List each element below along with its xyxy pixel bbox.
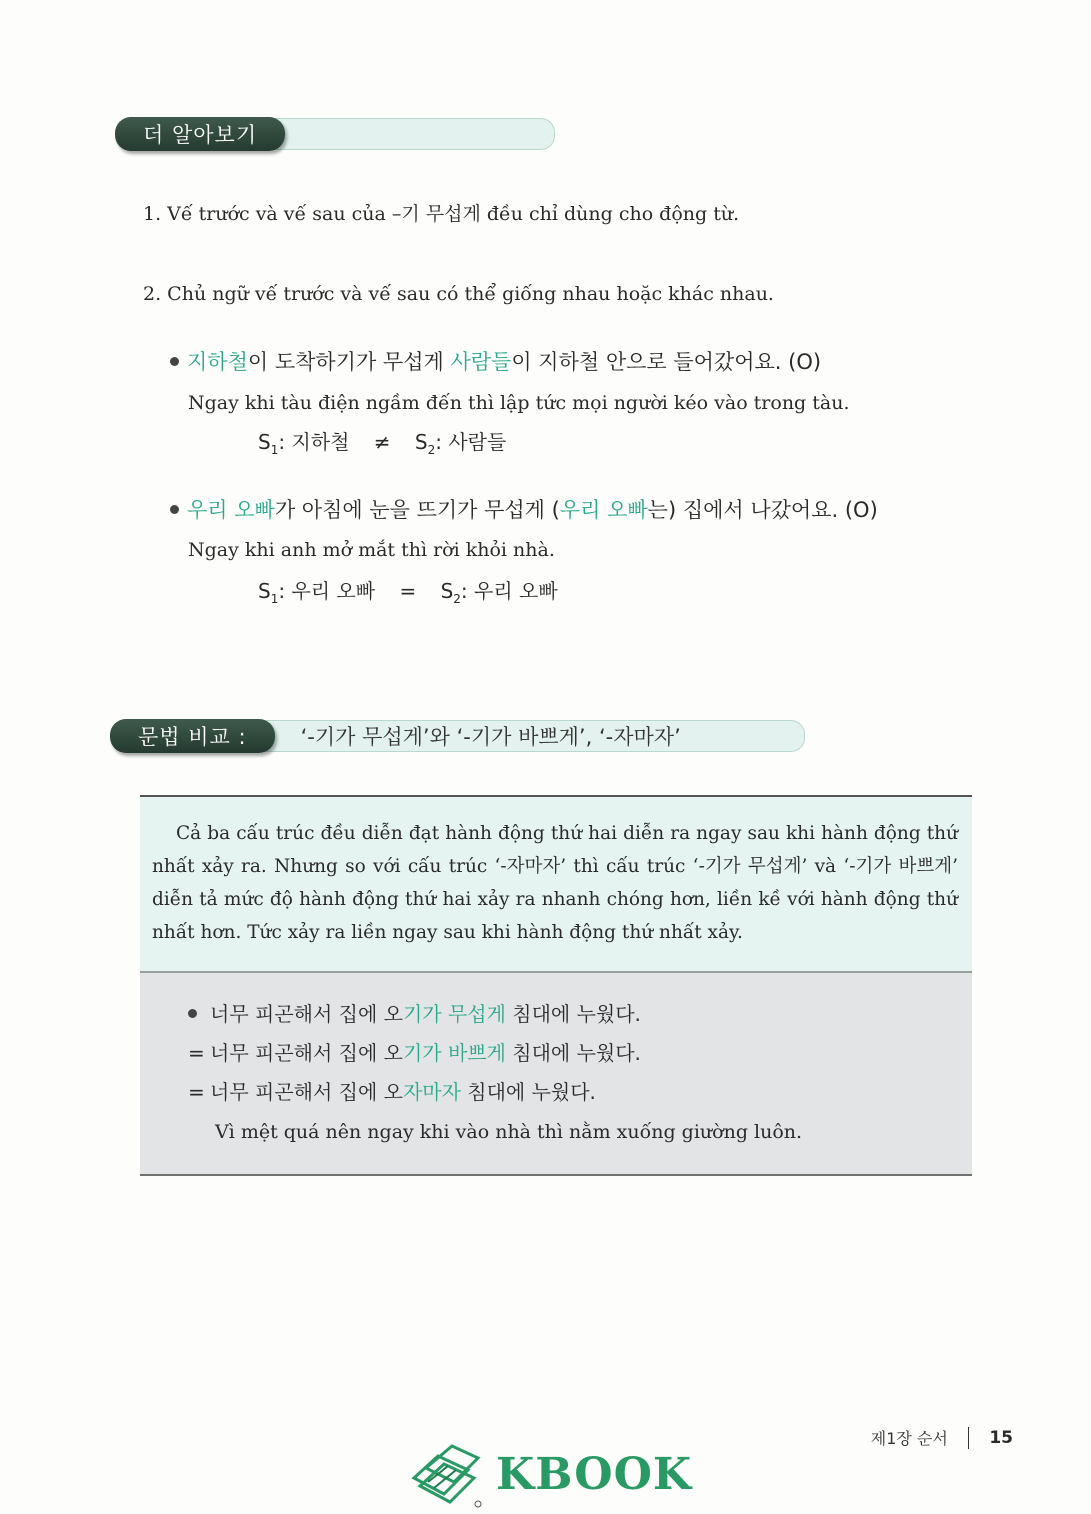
formula-s2-value: : 사람들 <box>435 430 507 454</box>
bullet-icon <box>170 357 179 366</box>
line-1-highlight: 기가 무섭게 <box>402 1002 506 1026</box>
example-panel <box>140 973 972 1176</box>
line-3-after: 침대에 누웠다. <box>460 1080 596 1104</box>
example-1-subject-1: 지하철 <box>187 350 248 374</box>
example-2-mark: (O) <box>838 498 878 522</box>
formula-s2-sub: 2 <box>453 592 461 606</box>
formula-s2-sub: 2 <box>427 443 436 457</box>
explanation-text: Cả ba cấu trúc đều diễn đạt hành động thứ hai diễn ra ngay sau khi hành động thứ nhất xảy ra. Nhưng so với cấu trúc ‘-자마자’ thì cấu trúc ‘-기가 무섭게’ và ‘-기가 바쁘게’ diễn tả mức độ hành động thứ hai xảy ra nhanh chóng hơn, liền kề với hành động thứ nhất hơn. Tức xảy ra liền ngay sau khi hành động thứ nhất xảy. <box>152 823 958 943</box>
comparison-tab: 문법 비교 : <box>110 719 275 753</box>
example-2-formula <box>258 575 558 606</box>
example-1-mark: (O) <box>781 350 822 374</box>
comparison-title: ‘-기가 무섭게’와 ‘-기가 바쁘게’, ‘-자마자’ <box>255 720 805 752</box>
kbook-logo <box>408 1438 692 1510</box>
rule-1-prefix: 1. Vế trước và vế sau của – <box>143 203 402 225</box>
formula-operator: = <box>399 579 417 603</box>
example-1-formula <box>258 426 506 457</box>
formula-s1-label: S <box>258 430 271 454</box>
more-info-tab: 더 알아보기 <box>115 117 285 151</box>
line-3-prefix: = <box>188 1080 205 1104</box>
explanation-panel <box>140 795 972 973</box>
line-2-prefix: = <box>188 1041 205 1065</box>
logo-text: KBOOK <box>496 1448 693 1500</box>
bullet-icon <box>170 505 179 514</box>
example-1-translation: Ngay khi tàu điện ngầm đến thì lập tức mọi người kéo vào trong tàu. <box>188 392 850 414</box>
comparison-line-1 <box>188 995 952 1034</box>
bullet-icon <box>188 1009 197 1018</box>
line-2-before: 너무 피곤해서 집에 오 <box>210 1041 403 1065</box>
comparison-line-3 <box>188 1073 952 1112</box>
rule-1-suffix: đều chỉ dùng cho động từ. <box>480 203 740 225</box>
example-2-part-2: 는) 집에서 나갔어요. <box>647 498 839 522</box>
formula-s2-label: S <box>440 579 454 603</box>
comparison-box <box>140 795 972 1176</box>
example-1-part-1: 이 도착하기가 무섭게 <box>247 350 451 374</box>
example-2-subject-2: 우리 오빠 <box>559 498 648 522</box>
comparison-header <box>110 719 805 753</box>
formula-s1-label: S <box>258 579 271 603</box>
example-1-subject-2: 사람들 <box>450 350 512 374</box>
example-2-sentence <box>170 496 878 524</box>
rule-1 <box>143 200 739 228</box>
line-1-after: 침대에 누웠다. <box>505 1002 641 1026</box>
line-3-before: 너무 피곤해서 집에 오 <box>210 1080 403 1104</box>
chapter-label: 제1장 순서 <box>870 1429 948 1448</box>
comparison-translation: Vì mệt quá nên ngay khi vào nhà thì nằm xuống giường luôn. <box>215 1121 803 1143</box>
line-1-before: 너무 피곤해서 집에 오 <box>210 1002 403 1026</box>
example-1-part-2: 이 지하철 안으로 들어갔어요. <box>511 350 782 374</box>
line-2-after: 침대에 누웠다. <box>505 1041 641 1065</box>
page-footer <box>871 1426 1013 1449</box>
line-2-highlight: 기가 바쁘게 <box>402 1041 506 1065</box>
example-2-subject-1: 우리 오빠 <box>187 498 275 522</box>
book-stack-icon <box>408 1438 486 1510</box>
formula-operator: ≠ <box>373 430 391 454</box>
formula-s1-sub: 1 <box>270 592 279 606</box>
example-2-translation: Ngay khi anh mở mắt thì rời khỏi nhà. <box>188 539 555 561</box>
line-3-highlight: 자마자 <box>402 1080 461 1104</box>
example-1-sentence <box>170 348 821 376</box>
more-info-strip <box>265 118 555 150</box>
formula-s1-sub: 1 <box>270 443 279 457</box>
rule-2: 2. Chủ ngữ vế trước và vế sau có thể giống nhau hoặc khác nhau. <box>143 283 774 305</box>
rule-1-korean: 기 무섭게 <box>401 203 481 225</box>
formula-s2-value: : 우리 오빠 <box>460 579 558 603</box>
more-info-header <box>115 117 555 151</box>
line-bullet <box>188 995 210 1034</box>
comparison-line-2 <box>188 1034 952 1073</box>
formula-s1-value: : 지하철 <box>278 430 350 454</box>
formula-s2-label: S <box>414 430 428 454</box>
page-number: 15 <box>989 1427 1013 1448</box>
example-2-part-1: 가 아침에 눈을 뜨기가 무섭게 ( <box>274 498 560 522</box>
footer-divider <box>968 1427 970 1449</box>
formula-s1-value: : 우리 오빠 <box>278 579 376 603</box>
